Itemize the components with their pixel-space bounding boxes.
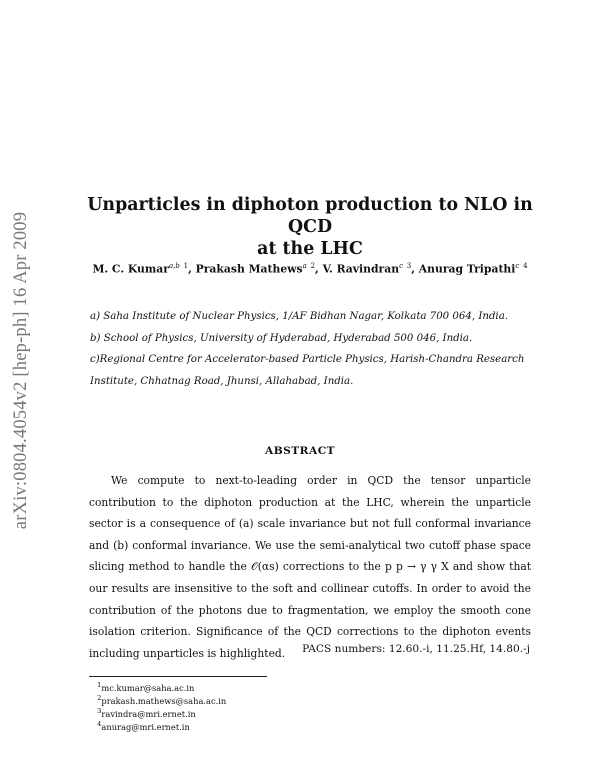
affiliation-line: c)Regional Centre for Accelerator-based Particle Physics, Harish-Chandra Research — [90, 354, 525, 365]
author-affiliation-mark: c — [399, 262, 404, 270]
footnote-number: 1 — [97, 681, 102, 689]
affiliation-line: a) Saha Institute of Nuclear Physics, 1/AF Bidhan Nagar, Kolkata 700 064, India. — [90, 311, 509, 322]
author-affiliation-mark: c — [515, 262, 520, 270]
footnote-email[interactable]: prakash.mathews@saha.ac.in — [101, 695, 227, 706]
pacs-numbers: PACS numbers: 12.60.-i, 11.25.Hf, 14.80.-j — [302, 643, 530, 655]
author-footnote-mark: 3 — [406, 262, 412, 270]
author-name: Prakash Mathews — [195, 262, 303, 276]
affiliation-line: Institute, Chhatnag Road, Jhunsi, Allahabad, India. — [90, 375, 354, 387]
affiliation-line: b) School of Physics, University of Hyderabad, Hyderabad 500 046, India. — [90, 332, 473, 344]
footnote — [97, 680, 226, 693]
footnote-number: 2 — [97, 693, 102, 702]
title-line-1: Unparticles in diphoton production to NLO in QCD — [87, 195, 533, 237]
author-affiliation-mark: a — [302, 262, 307, 270]
title-line-2: at the LHC — [257, 239, 363, 259]
footnote-rule — [89, 676, 267, 677]
paper-title — [70, 194, 550, 260]
arxiv-stamp-text: arXiv:0804.4054v2 [hep-ph] 16 Apr 2009 — [11, 211, 32, 529]
footnote-number: 4 — [97, 719, 102, 728]
footnote-email[interactable]: mc.kumar@saha.ac.in — [101, 682, 195, 693]
author-footnote-mark: 2 — [310, 262, 316, 270]
author-footnote-mark: 1 — [183, 262, 189, 270]
arxiv-stamp — [2, 190, 42, 550]
author-name: V. Ravindran — [322, 262, 400, 276]
footnote — [97, 693, 226, 706]
affiliations — [90, 306, 530, 392]
author-name: Anurag Tripathi — [418, 262, 516, 276]
footnote-number: 3 — [97, 706, 102, 715]
abstract-paragraph: We compute to next-to-leading order in QCD the tensor unparticle contribution to the diphoton production at the LHC, wherein the unparticle sector is a consequence of (a) scale invariance but not full conformal invariance and (b) conformal invariance. We use the semi-analytical two cutoff phase space slicing method to handle the 𝒪(αs) corrections to the p p → γ γ X and show that our results are insensitive to the soft and collinear cutoffs. In order to avoid the contribution of the photons due to fragmentation, we employ the smooth cone isolation criterion. Significance of the QCD corrections to the diphoton events including unparticles is highlighted. — [89, 474, 531, 660]
footnote — [97, 706, 226, 719]
footnotes — [97, 680, 226, 732]
author-footnote-mark: 4 — [523, 262, 528, 270]
abstract-heading: ABSTRACT — [264, 445, 336, 457]
abstract — [89, 470, 531, 664]
footnote — [97, 719, 226, 732]
footnote-email[interactable]: ravindra@mri.ernet.in — [101, 708, 196, 719]
footnote-email[interactable]: anurag@mri.ernet.in — [101, 721, 190, 732]
author-name: M. C. Kumar — [92, 262, 169, 276]
author-affiliation-mark: a,b — [168, 262, 180, 270]
author-list: M. C. Kumar$^{a,b}$ $^1$, Prakash Mathews$^a$ $^2$, V. Ravindran$^c$ $^3$, Anurag Tripathi$^c$ $^4$ — [92, 262, 528, 276]
